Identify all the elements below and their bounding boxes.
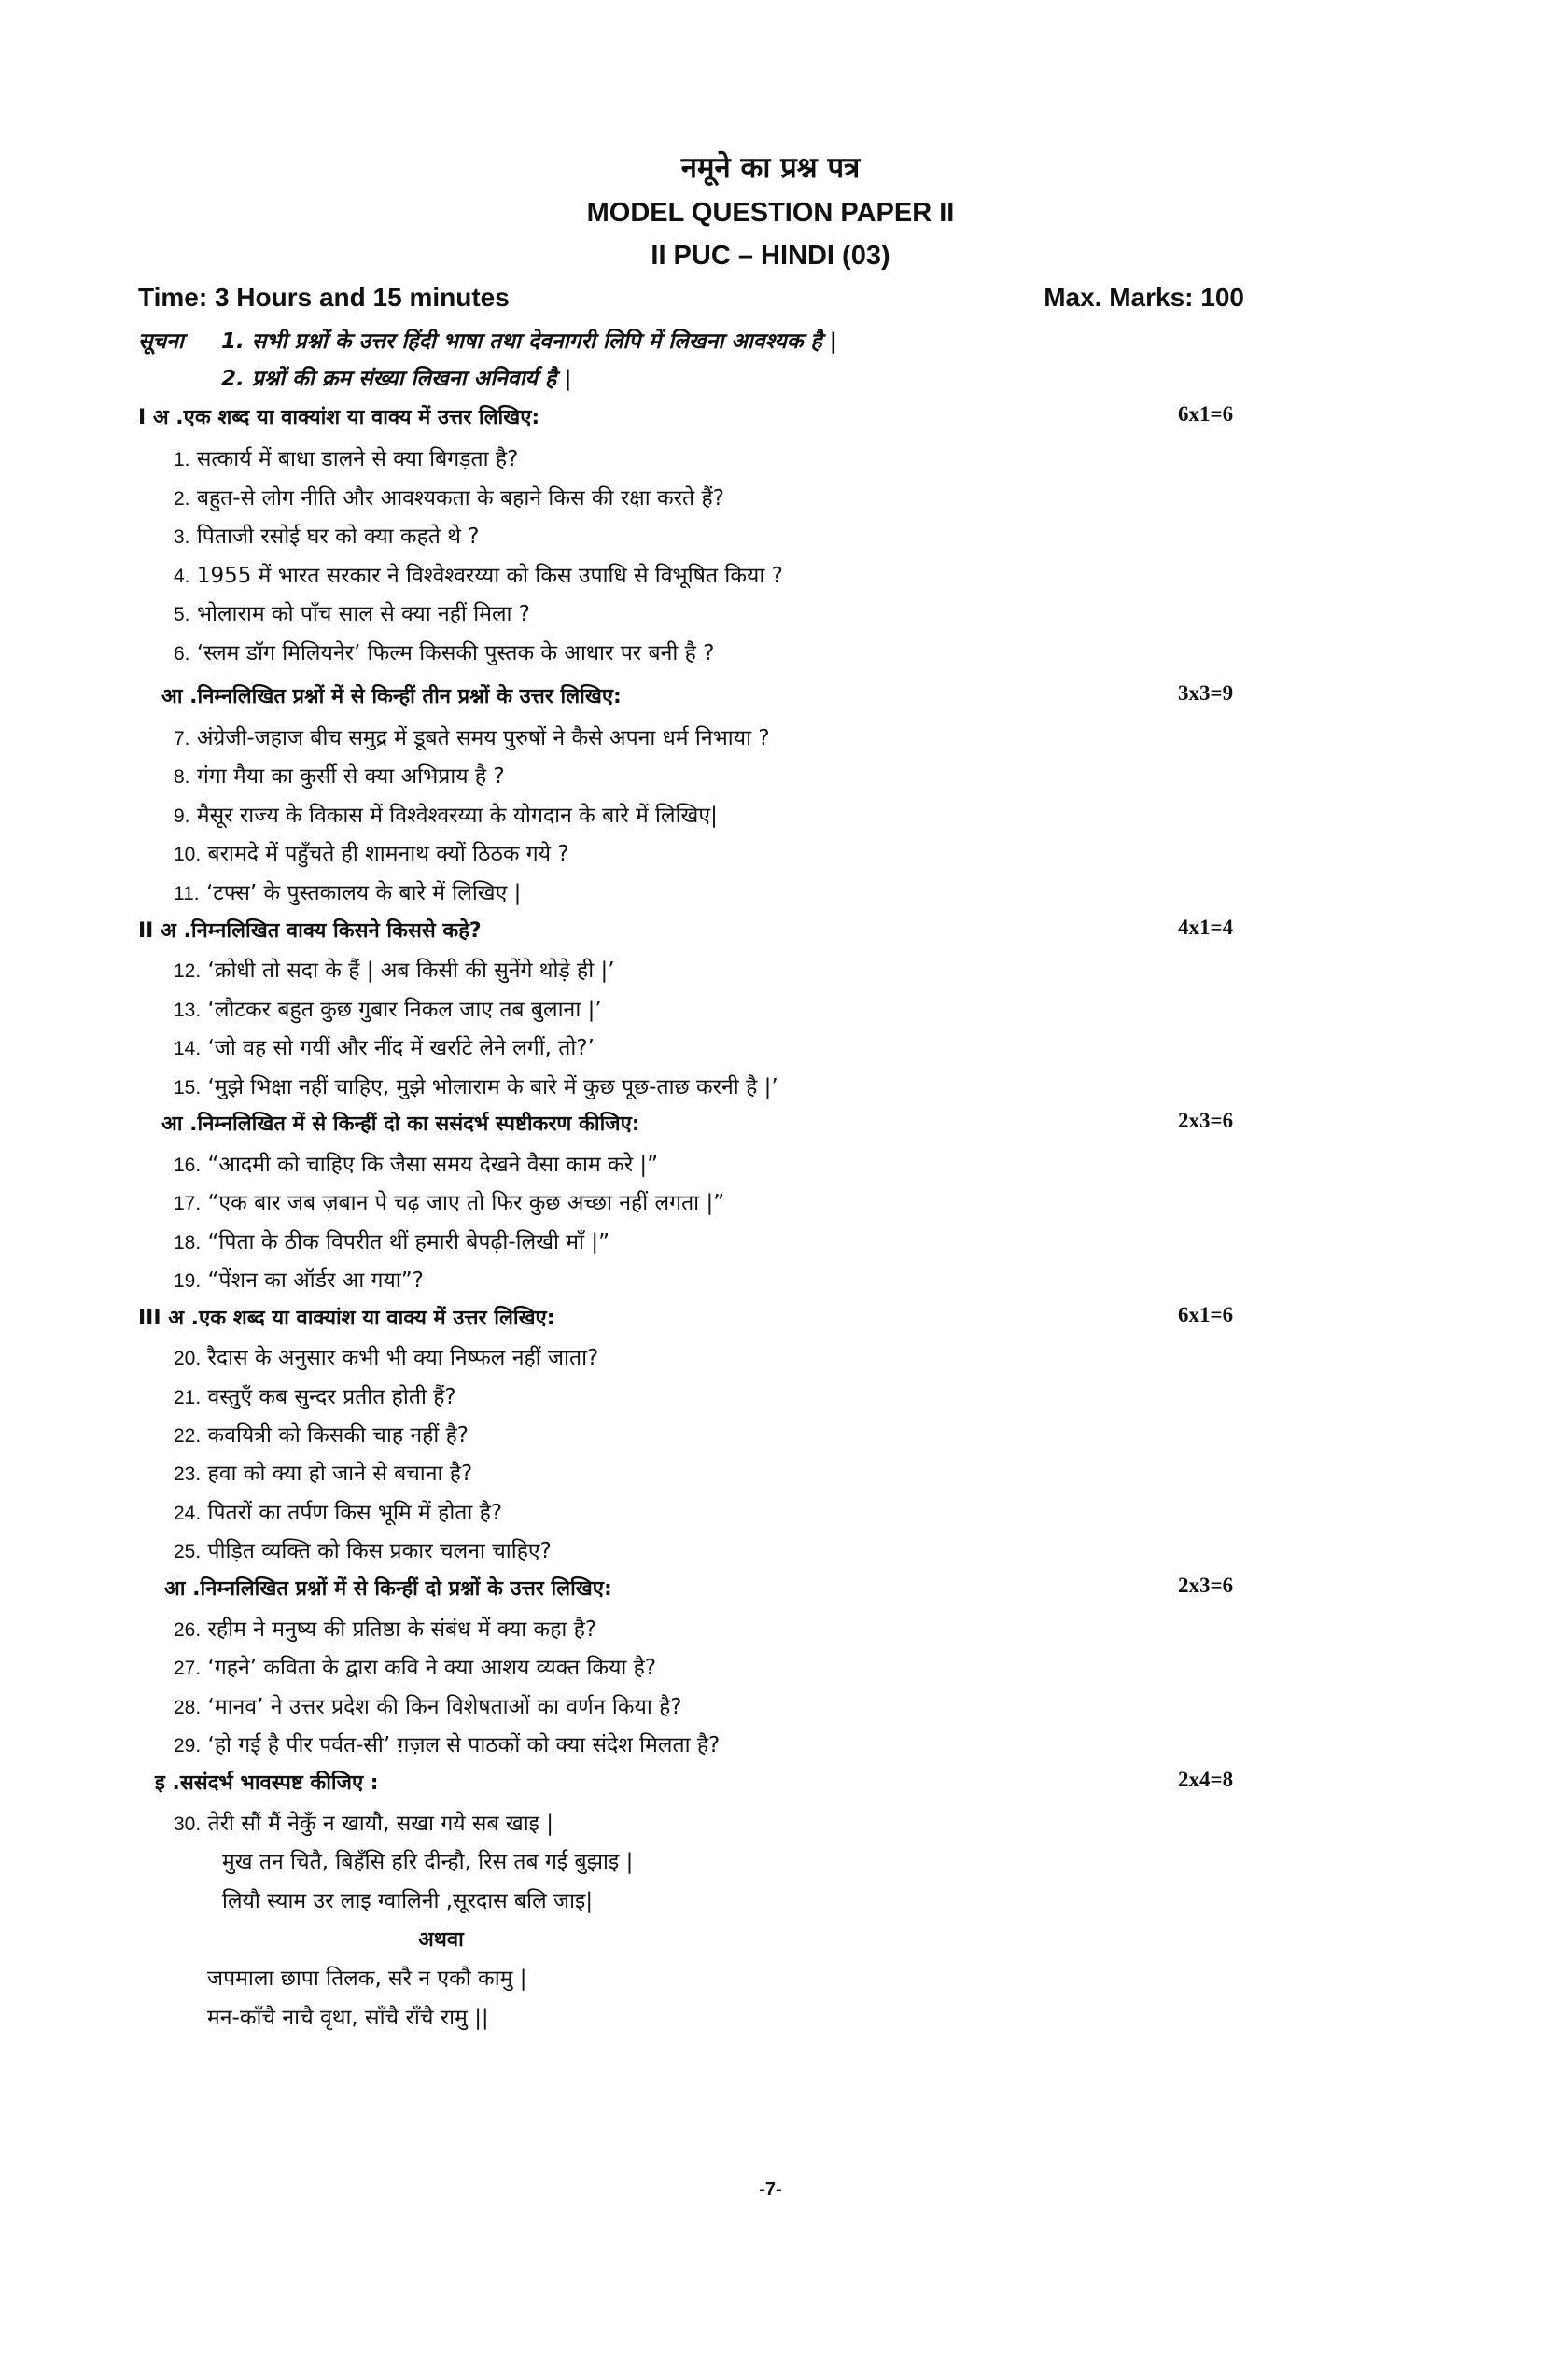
question-item <box>174 637 714 666</box>
section-label: आ .निम्नलिखित प्रश्नों में से किन्हीं तीन प्रश्नों के उत्तर लिखिए: <box>161 685 622 708</box>
paper-subtitle: II PUC – HINDI (03) <box>651 241 890 271</box>
hindi-title: नमूने का प्रश्न पत्र <box>680 151 861 185</box>
question-number: 12. <box>174 960 202 982</box>
question-text: वस्तुएँ कब सुन्दर प्रतीत होती हैं? <box>207 1385 456 1409</box>
question-number: 5. <box>174 604 190 625</box>
question-number: 8. <box>174 766 190 788</box>
time-marks-line <box>138 283 1244 320</box>
question-item <box>174 482 724 511</box>
section-label: आ .निम्नलिखित में से किन्हीं दो का ससंदर्भ स्पष्टीकरण कीजिए: <box>161 1113 640 1136</box>
question-text: “पेंशन का ऑर्डर आ गया”? <box>207 1268 424 1293</box>
section-heading <box>0 681 1541 719</box>
question-number: 13. <box>174 1000 202 1021</box>
question-item <box>174 1534 552 1564</box>
question-text: ‘जो वह सो गयीं और नींद में खर्राटे लेने लगीं, तो?’ <box>207 1036 595 1060</box>
question-number: 3. <box>174 526 190 548</box>
question-item <box>174 1496 502 1526</box>
question-text: ‘हो गई है पीर पर्वत-सी’ ग़ज़ल से पाठकों को क्या संदेश मिलता है? <box>207 1733 721 1757</box>
question-text: पितरों का तर्पण किस भूमि में होता है? <box>207 1501 503 1525</box>
question-number: 15. <box>174 1077 202 1099</box>
question-item <box>174 1613 596 1643</box>
section-heading <box>0 1768 1541 1805</box>
question-text: “आदमी को चाहिए कि जैसा समय देखने वैसा काम करे |” <box>207 1153 659 1177</box>
time-allowed: Time: 3 Hours and 15 minutes <box>138 283 510 312</box>
question-item <box>174 1225 609 1255</box>
question-text: “एक बार जब ज़बान पे चढ़ जाए तो फिर कुछ अच्छा नहीं लगता |” <box>207 1191 725 1215</box>
question-text: “पिता के ठीक विपरीत थीं हमारी बेपढ़ी-लिखी माँ |” <box>207 1230 609 1254</box>
question-item <box>174 1419 469 1449</box>
question-text: अंग्रेजी-जहाज बीच समुद्र में डूबते समय पुरुषों ने कैसे अपना धर्म निभाया ? <box>196 726 770 750</box>
question-text: तेरी सौं मैं नेकुँ न खायौ, सखा गये सब खाइ | <box>207 1812 554 1836</box>
question-item <box>174 1651 656 1681</box>
question-number: 1. <box>174 449 190 470</box>
question-text: बहुत-से लोग नीति और आवश्यकता के बहाने किस की रक्षा करते हैं? <box>196 486 724 511</box>
question-item <box>174 721 770 751</box>
question-number: 22. <box>174 1425 202 1447</box>
question-number: 26. <box>174 1619 202 1641</box>
verse-line: मन-काँचै नाचै वृथा, साँचै राँचै रामु || <box>207 2006 489 2030</box>
question-number: 2. <box>174 488 190 510</box>
question-item <box>174 954 615 984</box>
question-item <box>174 876 521 906</box>
question-item <box>174 597 530 627</box>
question-number: 6. <box>174 643 190 665</box>
question-number: 23. <box>174 1463 202 1485</box>
question-number: 21. <box>174 1387 202 1408</box>
section-marks: 2x4=8 <box>1178 1768 1234 1791</box>
question-text: रहीम ने मनुष्य की प्रतिष्ठा के संबंध में क्या कहा है? <box>207 1617 597 1642</box>
question-number: 16. <box>174 1155 202 1176</box>
question-number: 19. <box>174 1270 202 1292</box>
section-marks: 4x1=4 <box>1178 916 1234 939</box>
question-number: 18. <box>174 1232 202 1253</box>
paper-title: MODEL QUESTION PAPER II <box>586 198 955 228</box>
question-item <box>174 1264 424 1294</box>
question-number: 11. <box>174 883 200 904</box>
question-text: 1955 में भारत सरकार ने विश्वेश्वरय्या को किस उपाधि से विभूषित किया ? <box>196 564 783 588</box>
section-heading <box>0 402 1541 440</box>
question-number: 24. <box>174 1503 202 1524</box>
question-text: ‘टफ्स’ के पुस्तकालय के बारे में लिखिए | <box>205 881 522 905</box>
question-item <box>174 520 479 550</box>
section-heading <box>0 1303 1541 1340</box>
question-text: भोलाराम को पाँच साल से क्या नहीं मिला ? <box>196 602 531 626</box>
question-text: ‘मुझे भिक्षा नहीं चाहिए, मुझे भोलाराम के बारे में कुछ पूछ-ताछ करनी है |’ <box>207 1075 778 1099</box>
section-marks: 2x3=6 <box>1178 1574 1234 1597</box>
question-item <box>174 1186 724 1216</box>
section-marks: 6x1=6 <box>1178 1303 1234 1326</box>
question-item <box>174 1807 553 1837</box>
question-number: 27. <box>174 1658 202 1679</box>
section-marks: 2x3=6 <box>1178 1109 1234 1132</box>
section-heading <box>0 916 1541 953</box>
section-marks: 3x3=9 <box>1178 681 1234 705</box>
verse-line: लियौ स्याम उर लाइ ग्वालिनी ,सूरदास बलि जाइ| <box>222 1889 594 1913</box>
question-text: कवयित्री को किसकी चाह नहीं है? <box>207 1423 469 1448</box>
question-item <box>174 760 505 790</box>
question-item <box>174 1690 682 1720</box>
question-text: बरामदे में पहुँचते ही शामनाथ क्यों ठिठक गये ? <box>207 842 569 866</box>
question-text: मैसूर राज्य के विकास में विश्वेश्वरय्या के योगदान के बारे में लिखिए| <box>196 804 718 828</box>
page-number: -7- <box>759 2179 782 2200</box>
section-marks: 6x1=6 <box>1178 402 1234 426</box>
section-label: आ .निम्नलिखित प्रश्नों में से किन्हीं दो प्रश्नों के उत्तर लिखिए: <box>164 1577 612 1601</box>
question-text: ‘स्लम डॉग मिलियनेर’ फिल्म किसकी पुस्तक के आधार पर बनी है ? <box>196 641 715 665</box>
verse-line: मुख तन चितै, बिहँसि हरि दीन्हौ, रिस तब गई बुझाइ | <box>222 1850 634 1874</box>
question-item <box>174 1457 472 1487</box>
question-item <box>174 1729 720 1758</box>
athva-label: अथवा <box>418 1928 464 1952</box>
section-label: III अ .एक शब्द या वाक्यांश या वाक्य में उत्तर लिखिए: <box>138 1307 555 1330</box>
question-number: 30. <box>174 1813 202 1835</box>
section-label: इ .ससंदर्भ भावस्पष्ट कीजिए : <box>155 1771 379 1795</box>
verse-line: जपमाला छापा तिलक, सरै न एकौ कामु | <box>207 1967 527 1991</box>
question-item <box>174 993 602 1023</box>
question-number: 9. <box>174 805 190 827</box>
question-number: 17. <box>174 1193 202 1214</box>
question-text: गंगा मैया का कुर्सी से क्या अभिप्राय है ? <box>196 764 505 789</box>
question-number: 29. <box>174 1735 202 1757</box>
question-number: 28. <box>174 1697 202 1718</box>
question-text: पिताजी रसोई घर को क्या कहते थे ? <box>196 525 480 549</box>
question-item <box>174 1380 456 1410</box>
section-label: I अ .एक शब्द या वाक्यांश या वाक्य में उत्तर लिखिए: <box>138 406 540 429</box>
section-heading <box>0 1109 1541 1146</box>
question-text: ‘गहने’ कविता के द्वारा कवि ने क्या आशय व्यक्त किया है? <box>207 1656 657 1680</box>
instructions-label: सूचना <box>138 329 184 354</box>
question-text: ‘मानव’ ने उत्तर प्रदेश की किन विशेषताओं का वर्णन किया है? <box>207 1695 682 1719</box>
question-text: पीड़ित व्यक्ति को किस प्रकार चलना चाहिए? <box>207 1539 552 1563</box>
question-item <box>174 837 569 867</box>
question-number: 20. <box>174 1348 202 1369</box>
question-item <box>174 1031 595 1061</box>
question-number: 10. <box>174 844 202 865</box>
question-item <box>174 442 518 472</box>
max-marks: Max. Marks: 100 <box>1044 283 1244 312</box>
question-number: 25. <box>174 1541 202 1562</box>
question-item <box>174 1341 598 1371</box>
question-text: ‘क्रोधी तो सदा के हैं | अब किसी की सुनेंगे थोड़े ही |’ <box>207 959 615 983</box>
instruction-item: 1. सभी प्रश्नों के उत्तर हिंदी भाषा तथा देवनागरी लिपि में लिखना आवश्यक है | <box>221 329 838 354</box>
question-text: सत्कार्य में बाधा डालने से क्या बिगड़ता है? <box>196 447 519 471</box>
question-text: रैदास के अनुसार कभी भी क्या निष्फल नहीं जाता? <box>207 1346 599 1370</box>
question-number: 14. <box>174 1038 202 1059</box>
section-label: II अ .निम्नलिखित वाक्य किसने किससे कहे? <box>138 919 482 943</box>
question-number: 4. <box>174 566 190 587</box>
question-text: हवा को क्या हो जाने से बचाना है? <box>207 1462 473 1486</box>
instruction-item: 2. प्रश्नों की क्रम संख्या लिखना अनिवार्य है | <box>221 367 572 391</box>
question-item <box>174 559 783 589</box>
question-number: 7. <box>174 728 190 749</box>
question-item <box>174 1071 778 1100</box>
question-item <box>174 799 718 829</box>
question-text: ‘लौटकर बहुत कुछ गुबार निकल जाए तब बुलाना |’ <box>207 998 602 1022</box>
section-heading <box>0 1574 1541 1611</box>
question-item <box>174 1148 658 1178</box>
